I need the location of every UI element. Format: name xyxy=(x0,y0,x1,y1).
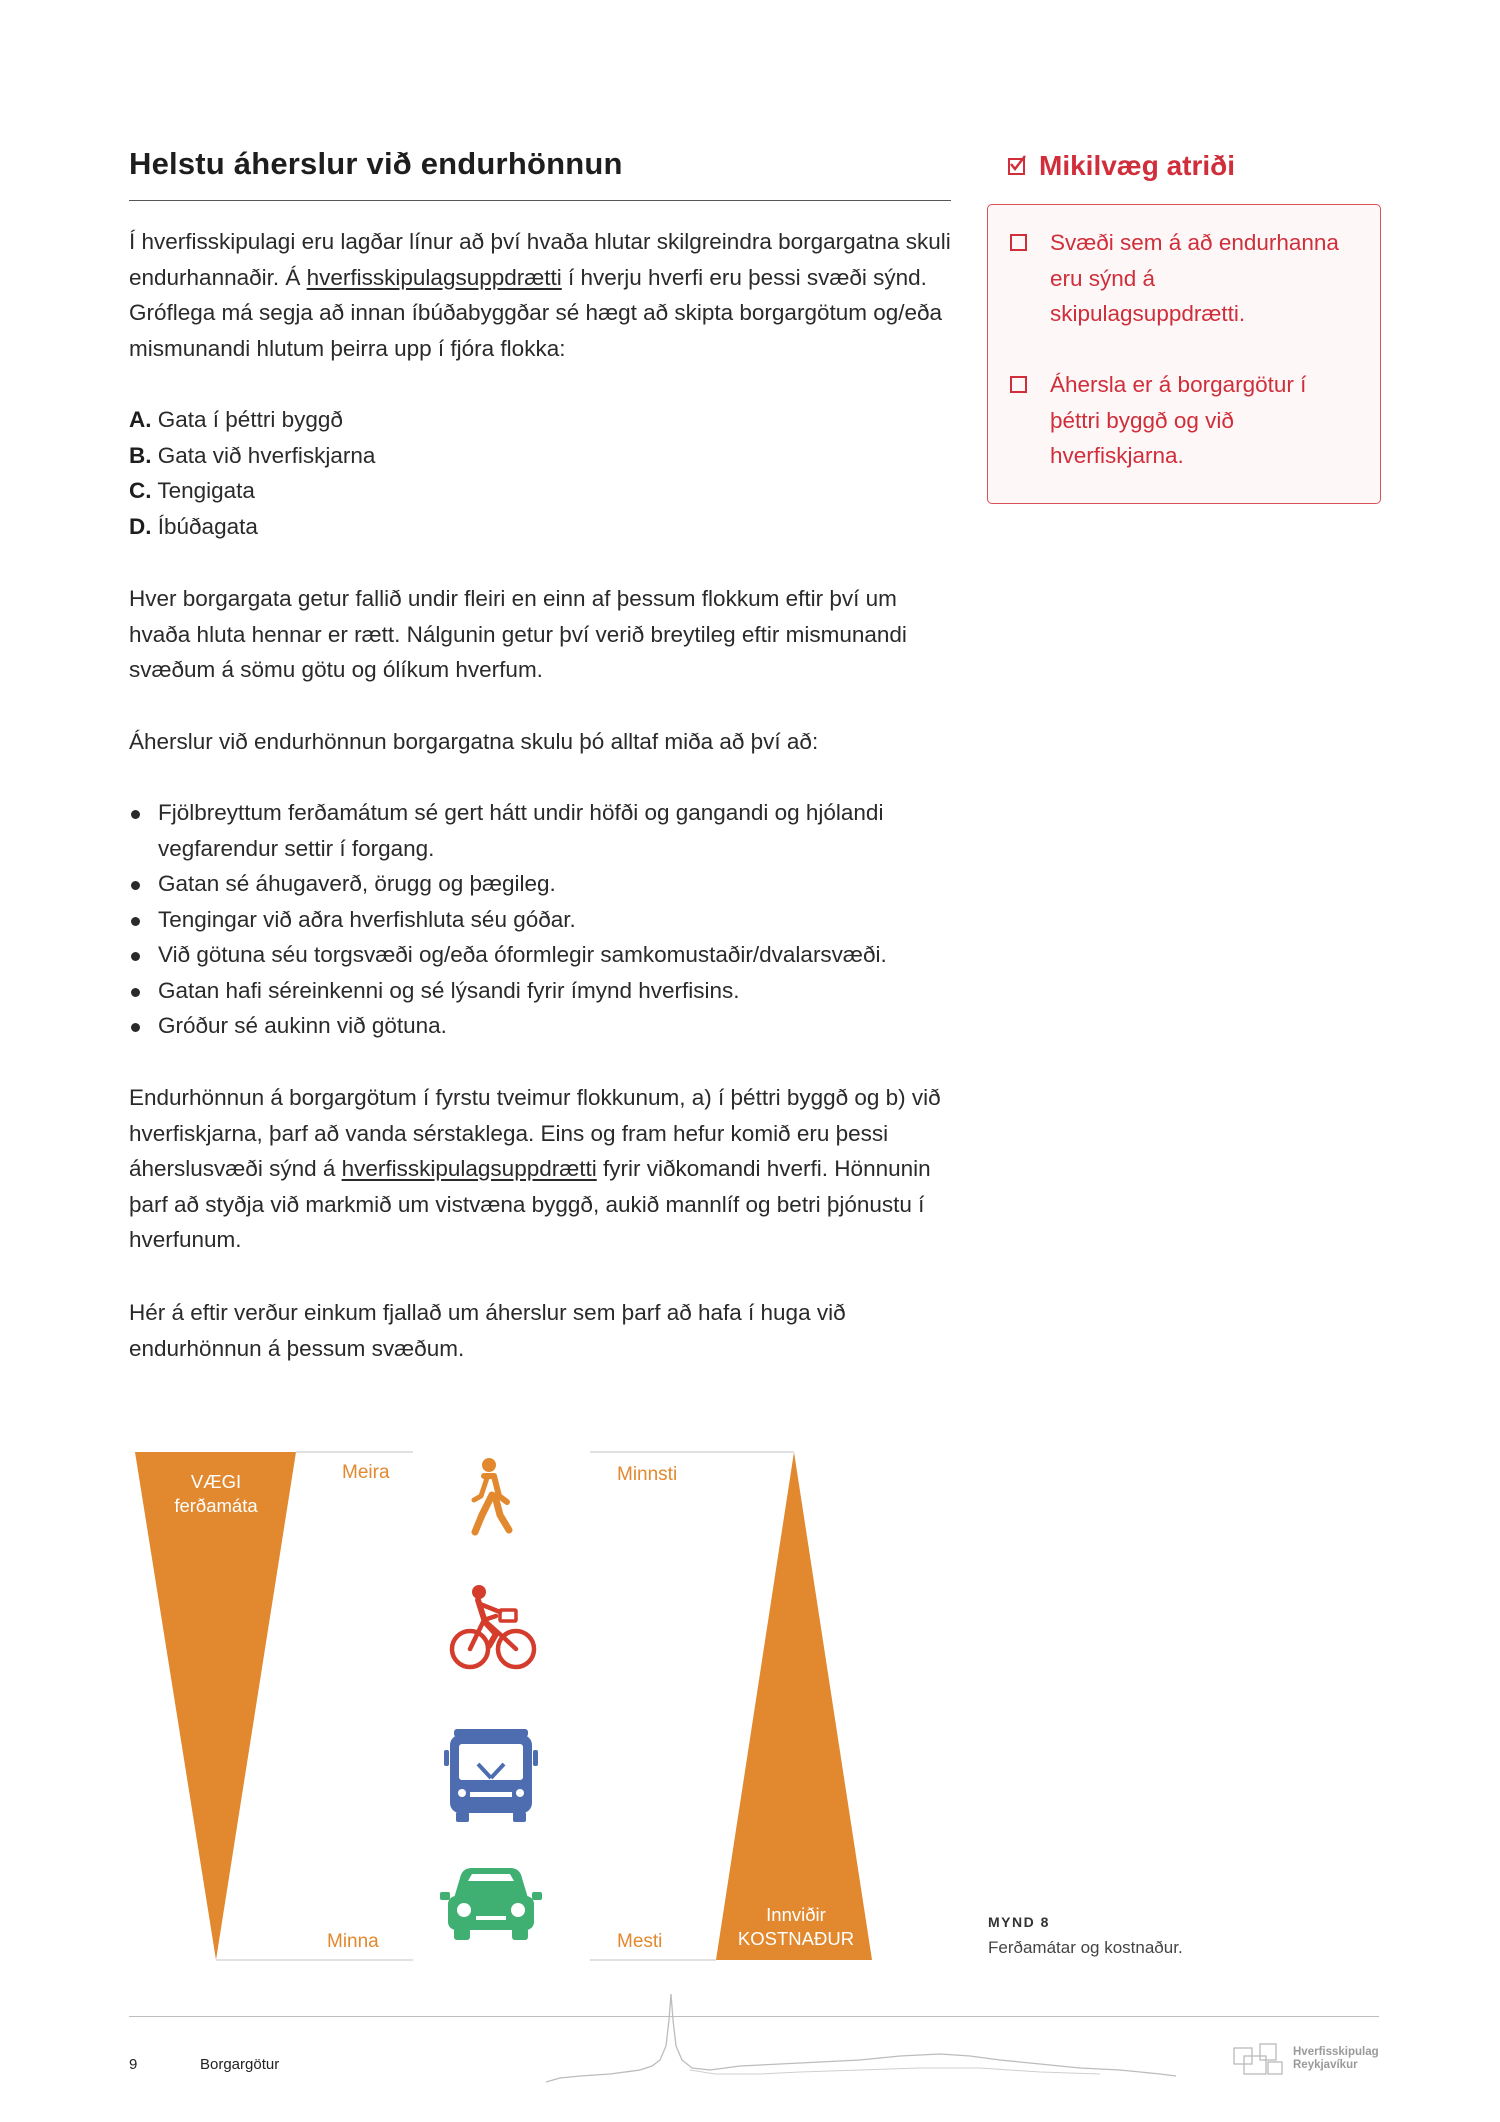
more-label: Meira xyxy=(342,1462,390,1483)
least-label: Minnsti xyxy=(617,1464,678,1485)
important-point: Áhersla er á borgargötur í þéttri byggð og við hverfiskjarna. xyxy=(1010,367,1350,474)
footer-title: Borgargötur xyxy=(200,2056,280,2073)
footer-logo-text: Hverfisskipulag Reykjavíkur xyxy=(1293,2046,1379,2071)
category-list xyxy=(129,402,959,544)
car-icon xyxy=(440,1868,542,1940)
checkbox-icon xyxy=(1010,376,1027,393)
paragraph-redesign: Endurhönnun á borgargötum í fyrstu tveimur flokkunum, a) í þéttri byggð og b) við hverfiskjarna, þarf að vanda sérstaklega. Eins og fram hefur komið eru þessi áherslusvæði sýnd á hverfisskipulagsuppdrætti fyrir viðkomandi hverfi. Hönnunin þarf að styðja við markmið um vistvæna byggð, aukið mannlíf og betri þjónustu í hverfunum. xyxy=(129,1085,941,1252)
cost-title: Innviðir KOSTNAÐUR xyxy=(737,1904,855,1949)
paragraph-categories-note: Hver borgargata getur fallið undir fleiri en einn af þessum flokkum eftir því um hvaða hluta hennar er rætt. Nálgunin getur því verið breytileg eftir mismunandi svæðum á sömu götu og ólíkum hverfum. xyxy=(129,586,907,682)
focus-bullet-list xyxy=(129,795,959,1044)
page-number: 9 xyxy=(129,2056,138,2073)
infrastructure-cost-triangle xyxy=(716,1452,872,1960)
map-link[interactable]: hverfisskipulagsuppdrætti xyxy=(306,264,562,290)
intro-text-2: í hverju hverfi eru þessi svæði sýnd. Gróflega má segja að innan íbúðabyggðar sé hægt að skipta borgargötum og/eða mismunandi hlutum þeirra upp í fjóra flokka: xyxy=(129,264,943,361)
checkbox-icon xyxy=(1010,234,1027,251)
intro-text-1: Í hverfisskipulagi eru lagðar línur að því hvaða hlutar skilgreindra borgargatna skuli endurhannaðir. Á xyxy=(129,229,951,290)
bullet-item: Gróður sé aukinn við götuna. xyxy=(129,1008,959,1044)
walking-icon xyxy=(474,1458,509,1532)
category-item: A. Gata í þéttri byggð xyxy=(129,407,343,432)
page-title: Helstu áherslur við endurhönnun xyxy=(129,146,623,181)
sidebar-title: Mikilvæg atriði xyxy=(1039,150,1236,181)
map-link[interactable]: hverfisskipulagsuppdrætti xyxy=(341,1156,597,1181)
checkbox-checked-icon xyxy=(1008,158,1025,175)
sidebar-heading xyxy=(1008,150,1235,182)
bullet-item: Tengingar við aðra hverfishluta séu góðar. xyxy=(129,902,959,938)
paragraph-focus-intro: Áherslur við endurhönnun borgargatna skulu þó alltaf miða að því að: xyxy=(129,729,819,754)
importance-title: VÆGI ferðamáta xyxy=(174,1471,258,1516)
bullet-item: Við götuna séu torgsvæði og/eða óformlegir samkomustaðir/dvalarsvæði. xyxy=(129,937,959,973)
less-label: Minna xyxy=(327,1931,379,1952)
bullet-item: Fjölbreyttum ferðamátum sé gert hátt undir höfði og gangandi og hjólandi vegfarendur settir í forgang. xyxy=(129,795,959,866)
bullet-item: Gatan sé áhugaverð, örugg og þægileg. xyxy=(129,866,959,902)
intro-paragraph xyxy=(129,224,959,366)
figure-number: MYND 8 xyxy=(988,1914,1050,1930)
title-divider xyxy=(129,200,951,201)
bullet-item: Gatan hafi séreinkenni og sé lýsandi fyrir ímynd hverfisins. xyxy=(129,973,959,1009)
category-item: B. Gata við hverfiskjarna xyxy=(129,442,376,468)
paragraph-following: Hér á eftir verður einkum fjallað um áherslur sem þarf að hafa í huga við endurhönnun á þessum svæðum. xyxy=(129,1300,846,1361)
transport-figure xyxy=(0,1440,1500,1980)
important-points-box xyxy=(987,204,1381,504)
category-item: D. Íbúðagata xyxy=(129,513,258,539)
category-item: C. Tengigata xyxy=(129,478,255,503)
mode-importance-triangle xyxy=(135,1452,296,1960)
most-label: Mesti xyxy=(617,1931,663,1952)
important-point: Svæði sem á að endurhanna eru sýnd á skipulagsuppdrætti. xyxy=(1010,225,1350,332)
figure-caption: Ferðamátar og kostnaður. xyxy=(988,1938,1183,1957)
skyline-illustration xyxy=(540,1990,1180,2086)
bus-icon xyxy=(444,1729,538,1822)
bicycle-icon xyxy=(452,1585,534,1667)
logo-icon xyxy=(1230,2042,1290,2078)
